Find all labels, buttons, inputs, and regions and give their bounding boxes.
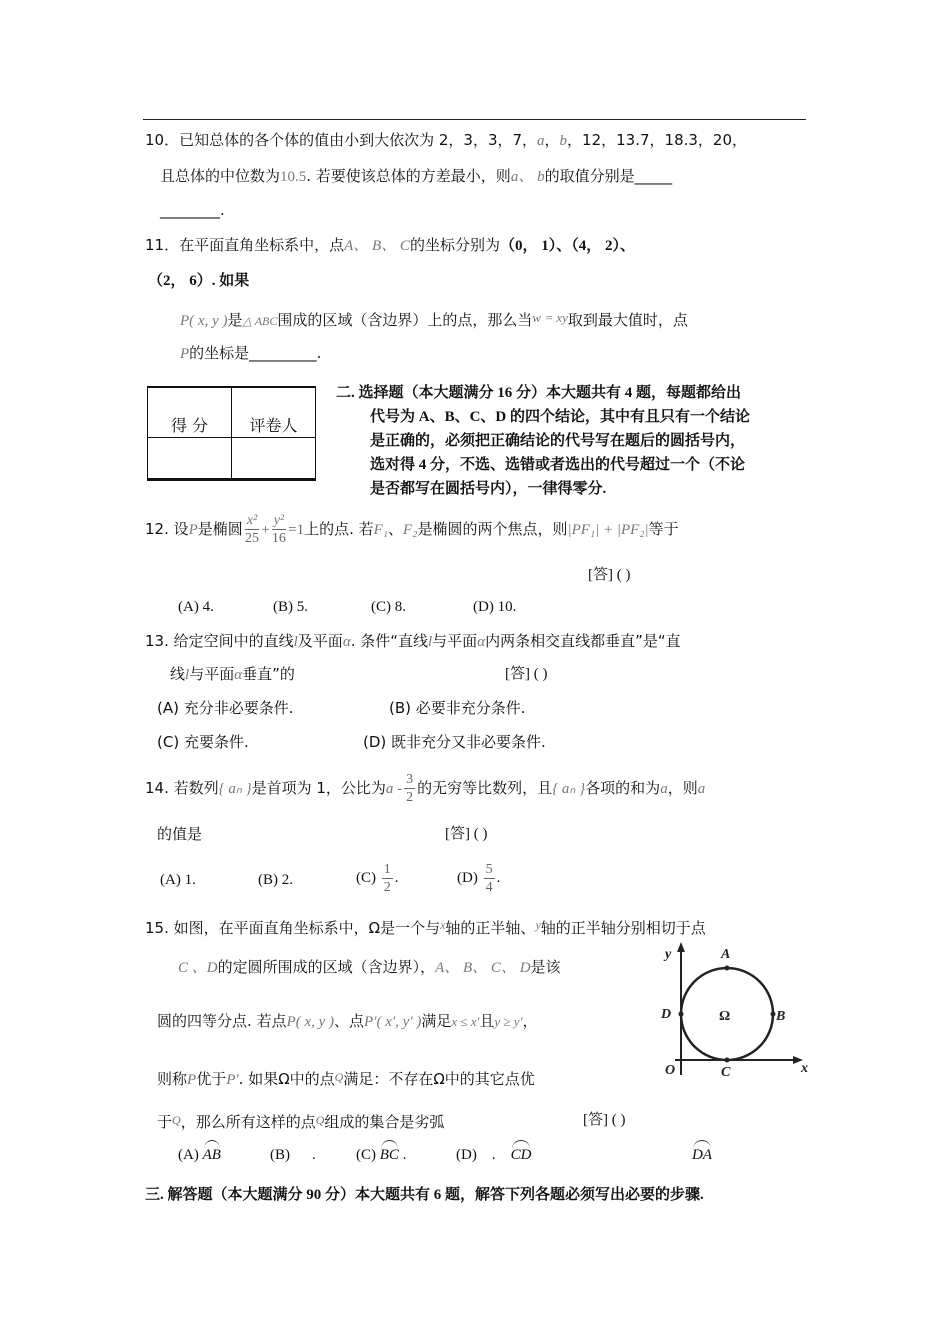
label-x: x <box>801 1061 808 1076</box>
q11-coords-2: （2， 6）. 如果 <box>148 273 250 289</box>
q11-text: 11．在平面直角坐标系中，点 <box>145 236 345 254</box>
point-a <box>725 966 730 971</box>
q15-text: 则称 <box>157 1070 188 1088</box>
numerator: 1 <box>383 862 391 878</box>
section-3-header: 三. 解答题（本大题满分 90 分）本大题共有 6 题，解答下列各题必须写出必要的步骤. <box>145 1187 704 1203</box>
q11-points: A、 B、 C <box>344 238 410 254</box>
q15-text: . 如果Ω中的点 <box>238 1070 335 1088</box>
q15-text: 优于 <box>196 1070 227 1088</box>
point-b <box>771 1012 776 1017</box>
q14-a: a <box>660 781 668 797</box>
q15-text: 组成的集合是劣弧 <box>324 1113 445 1131</box>
q12-abs: |PF₁| + |PF₂| <box>567 522 649 538</box>
q11-p: P <box>180 346 190 362</box>
header-rule <box>143 119 806 120</box>
option-label: (A) <box>178 1147 199 1163</box>
q13-alpha: α <box>234 667 243 683</box>
q12-option-d[interactable]: (D) 10. <box>473 599 517 615</box>
q15-q: Q <box>334 1070 344 1084</box>
q15-text: 且 <box>479 1012 495 1030</box>
q11-blank[interactable]: 的坐标是_________. <box>189 344 322 362</box>
fraction <box>484 861 495 896</box>
arc-bc: BC <box>379 1147 399 1163</box>
question-11-line4 <box>180 343 321 364</box>
label-d: D <box>661 1007 672 1022</box>
q12-text: 等于 <box>648 520 679 538</box>
q10-text: 且总体的中位数为 <box>160 167 281 185</box>
q10-vars: a、 b <box>510 169 545 185</box>
q12-f1: F₁ <box>373 522 389 538</box>
point-d <box>679 1012 684 1017</box>
q15-text: 于 <box>157 1113 173 1131</box>
grader-header: 评卷人 <box>232 387 316 437</box>
q13-answer-box[interactable]: [答] ( ) <box>505 666 548 682</box>
q13-text: . 条件“直线 <box>350 632 428 650</box>
q13-text: 垂直”的 <box>242 665 295 683</box>
question-14-line1 <box>145 770 705 807</box>
section-2-line: 代号为 A、B、C、D 的四个结论，其中有且只有一个结论 <box>370 409 751 425</box>
question-11-line3 <box>180 308 688 331</box>
question-15-line4 <box>157 1067 535 1090</box>
q13-alpha: α <box>477 634 486 650</box>
q15-p-prime: P′ <box>226 1072 239 1088</box>
q15-text: 圆的四等分点. 若点 <box>157 1012 287 1030</box>
q13-alpha: α <box>342 634 351 650</box>
q10-text: 10．已知总体的各个体的值由小到大依次为 2，3，3，7， <box>145 131 538 149</box>
q12-text: 是椭圆 <box>197 520 243 538</box>
q15-text: 轴的正半轴、 <box>445 919 536 937</box>
denominator: 2 <box>383 880 391 896</box>
q14-answer-box[interactable]: [答] ( ) <box>445 826 488 842</box>
score-cell[interactable] <box>148 437 232 480</box>
fraction-x <box>245 512 259 547</box>
q12-text: 12. 设 <box>145 520 189 538</box>
q13-text: 及平面 <box>297 632 343 650</box>
question-13-line1 <box>145 631 681 652</box>
option-label: (D) <box>457 870 478 886</box>
q14-option-c[interactable]: (C) $\frac{1}{2}$ . <box>356 862 399 896</box>
question-15-line2 <box>178 957 561 978</box>
fraction <box>382 861 393 896</box>
grader-cell[interactable] <box>232 437 316 480</box>
q14-text: 各项的和为 <box>585 779 661 797</box>
section-2-line: 是否都写在圆括号内），一律得零分. <box>370 481 607 497</box>
question-15-line5 <box>157 1110 444 1132</box>
circle-figure <box>655 940 815 1080</box>
section-2-line: 是正确的，必须把正确结论的代号写在题后的圆括号内， <box>370 433 746 449</box>
q10-text: . 若要使该总体的方差最小，则 <box>306 167 511 185</box>
denominator: 25 <box>245 531 260 546</box>
option-label: (B) <box>270 1147 290 1163</box>
q10-blank[interactable]: 的取值分别是_____ <box>544 167 673 185</box>
arc-cd: CD <box>510 1147 532 1163</box>
q14-option-b[interactable]: (B) 2. <box>258 872 293 888</box>
q14-option-d[interactable]: (D) $\frac{5}{4}$ . <box>457 862 501 896</box>
q10-var-b: b <box>559 133 568 149</box>
q14-text: ，则 <box>667 779 698 797</box>
score-header: 得 分 <box>148 387 232 437</box>
q13-option-b[interactable]: (B) 必要非充分条件. <box>389 699 526 717</box>
q12-text: 、 <box>388 520 404 538</box>
section-2-header <box>336 381 750 501</box>
question-10-line1 <box>145 130 747 151</box>
numerator: x² <box>246 513 258 528</box>
q15-ineq-y: y ≥ y′ <box>494 1014 523 1029</box>
label-b: B <box>776 1009 786 1024</box>
q12-answer-box[interactable]: [答] ( ) <box>588 567 631 583</box>
q15-x: x <box>440 918 446 932</box>
q14-sequence: { aₙ } <box>552 781 586 797</box>
question-12 <box>145 512 679 547</box>
q15-option-c[interactable] <box>356 1145 406 1165</box>
q15-text: 满足 <box>421 1012 452 1030</box>
q13-text: 线 <box>170 665 186 683</box>
section-2-line: 二. 选择题（本大题满分 16 分）本大题共有 4 题，每题都给出 <box>336 385 742 401</box>
q13-option-c[interactable]: (C) 充要条件. <box>157 733 249 751</box>
q15-text: ，那么所有这样的点 <box>180 1113 316 1131</box>
arc-ab: AB <box>202 1147 221 1163</box>
denominator: 2 <box>406 790 414 805</box>
q13-l: l <box>293 634 298 650</box>
q11-text: 是 <box>227 311 243 329</box>
q11-text: 取到最大值时，点 <box>567 311 688 329</box>
q12-p: P <box>188 522 198 538</box>
q11-text: 的坐标分别为 <box>409 236 500 254</box>
q15-answer-box[interactable]: [答] ( ) <box>583 1112 626 1128</box>
denominator: 4 <box>485 880 493 896</box>
numerator: y² <box>273 513 285 528</box>
q14-option-a[interactable]: (A) 1. <box>160 872 196 888</box>
q12-option-a[interactable]: (A) 4. <box>178 599 214 615</box>
q10-median: 10.5 <box>280 169 307 185</box>
section-2-line: 选对得 4 分，不选、选错或者选出的代号超过一个（不论 <box>370 457 746 473</box>
label-y: y <box>665 947 672 962</box>
q15-text: 满足：不存在Ω中的其它点优 <box>343 1070 535 1088</box>
q13-text: 与平面 <box>432 632 478 650</box>
option-label: (C) <box>356 1147 376 1163</box>
q15-text: 轴的正半轴分别相切于点 <box>540 919 706 937</box>
question-15-line3 <box>157 1011 537 1032</box>
numerator: 5 <box>485 862 493 878</box>
q14-text: 的无穷等比数列，且 <box>417 779 553 797</box>
q14-text: 是首项为 1，公比为 <box>251 779 386 797</box>
label-c: C <box>721 1065 731 1080</box>
question-11-line1 <box>145 235 635 256</box>
q10-sep: ， <box>544 131 560 149</box>
q15-q: Q <box>315 1113 325 1127</box>
q10-var-a: a <box>537 133 545 149</box>
q15-abcd: A、 B、 C、 D <box>435 960 531 976</box>
q10-blank-2[interactable]: ________. <box>160 201 225 219</box>
label-omega: Ω <box>719 1009 731 1024</box>
arc-da-option[interactable] <box>692 1145 712 1165</box>
q13-text: 与平面 <box>189 665 235 683</box>
q11-w: w = xy <box>532 310 568 325</box>
q15-y: y <box>535 918 541 932</box>
label-a: A <box>721 947 731 962</box>
numerator: 3 <box>406 772 414 787</box>
equals-one: =1 <box>288 522 305 538</box>
q11-text: 围成的区域（含边界）上的点，那么当 <box>277 311 533 329</box>
q11-coords: （0， 1）、（4， 2）、 <box>499 238 635 254</box>
option-label: (D) <box>456 1147 477 1163</box>
q13-l: l <box>428 634 433 650</box>
q15-p: P <box>187 1072 197 1088</box>
q12-text: 上的点. 若 <box>304 520 374 538</box>
q15-p: P( x, y ) <box>286 1014 335 1030</box>
q15-text: 的定圆所围成的区域（含边界）， <box>217 958 436 976</box>
q12-text: 是椭圆的两个焦点，则 <box>417 520 568 538</box>
q14-a: a <box>697 781 706 797</box>
q13-option-a[interactable]: (A) 充分非必要条件. <box>157 699 294 717</box>
question-10-line2 <box>160 166 672 187</box>
plus: + <box>261 522 270 538</box>
q14-ratio: a - <box>385 781 403 797</box>
score-table <box>147 386 316 481</box>
q14-text: 的值是 <box>157 825 203 843</box>
q12-f2: F₂ <box>403 522 418 538</box>
q13-l: l <box>185 667 190 683</box>
question-13-line2 <box>170 664 295 685</box>
q12-option-b[interactable]: (B) 5. <box>273 599 308 615</box>
q13-text: 内两条相交直线都垂直”是“直 <box>485 632 681 650</box>
question-15-line1 <box>145 915 706 938</box>
q14-sequence: { aₙ } <box>218 781 252 797</box>
dot: . <box>491 1147 496 1163</box>
dot: . <box>312 1147 316 1163</box>
label-o: O <box>665 1063 676 1078</box>
q11-point-p: P( x, y ) <box>180 313 228 329</box>
dot: . <box>402 1147 407 1163</box>
q14-fraction <box>404 771 415 806</box>
q14-text: 14. 若数列 <box>145 779 219 797</box>
q15-text: ， <box>522 1012 538 1030</box>
q15-ineq-x: x ≤ x′ <box>451 1014 480 1029</box>
q15-text: 15. 如图，在平面直角坐标系中，Ω是一个与 <box>145 919 441 937</box>
q15-text: 是该 <box>530 958 561 976</box>
fraction-y <box>272 512 286 547</box>
q12-option-c[interactable]: (C) 8. <box>371 599 406 615</box>
q15-option-a[interactable] <box>178 1145 221 1165</box>
q10-text: ，12，13.7，18.3，20， <box>567 131 748 149</box>
q13-option-d[interactable]: (D) 既非充分又非必要条件. <box>363 733 546 751</box>
y-arrow-icon <box>677 942 685 952</box>
arc-da: DA <box>692 1147 712 1163</box>
q15-p-prime: P′( x′, y′ ) <box>364 1014 422 1030</box>
q15-q: Q <box>172 1113 181 1127</box>
q15-cd: C 、D <box>178 960 218 976</box>
option-label: (C) <box>356 870 376 886</box>
q11-triangle: △ ABC <box>242 314 278 328</box>
denominator: 16 <box>271 531 286 546</box>
point-c <box>725 1058 730 1063</box>
q13-text: 13. 给定空间中的直线 <box>145 632 294 650</box>
q15-text: 、点 <box>334 1012 365 1030</box>
q15-option-d[interactable] <box>456 1145 531 1165</box>
